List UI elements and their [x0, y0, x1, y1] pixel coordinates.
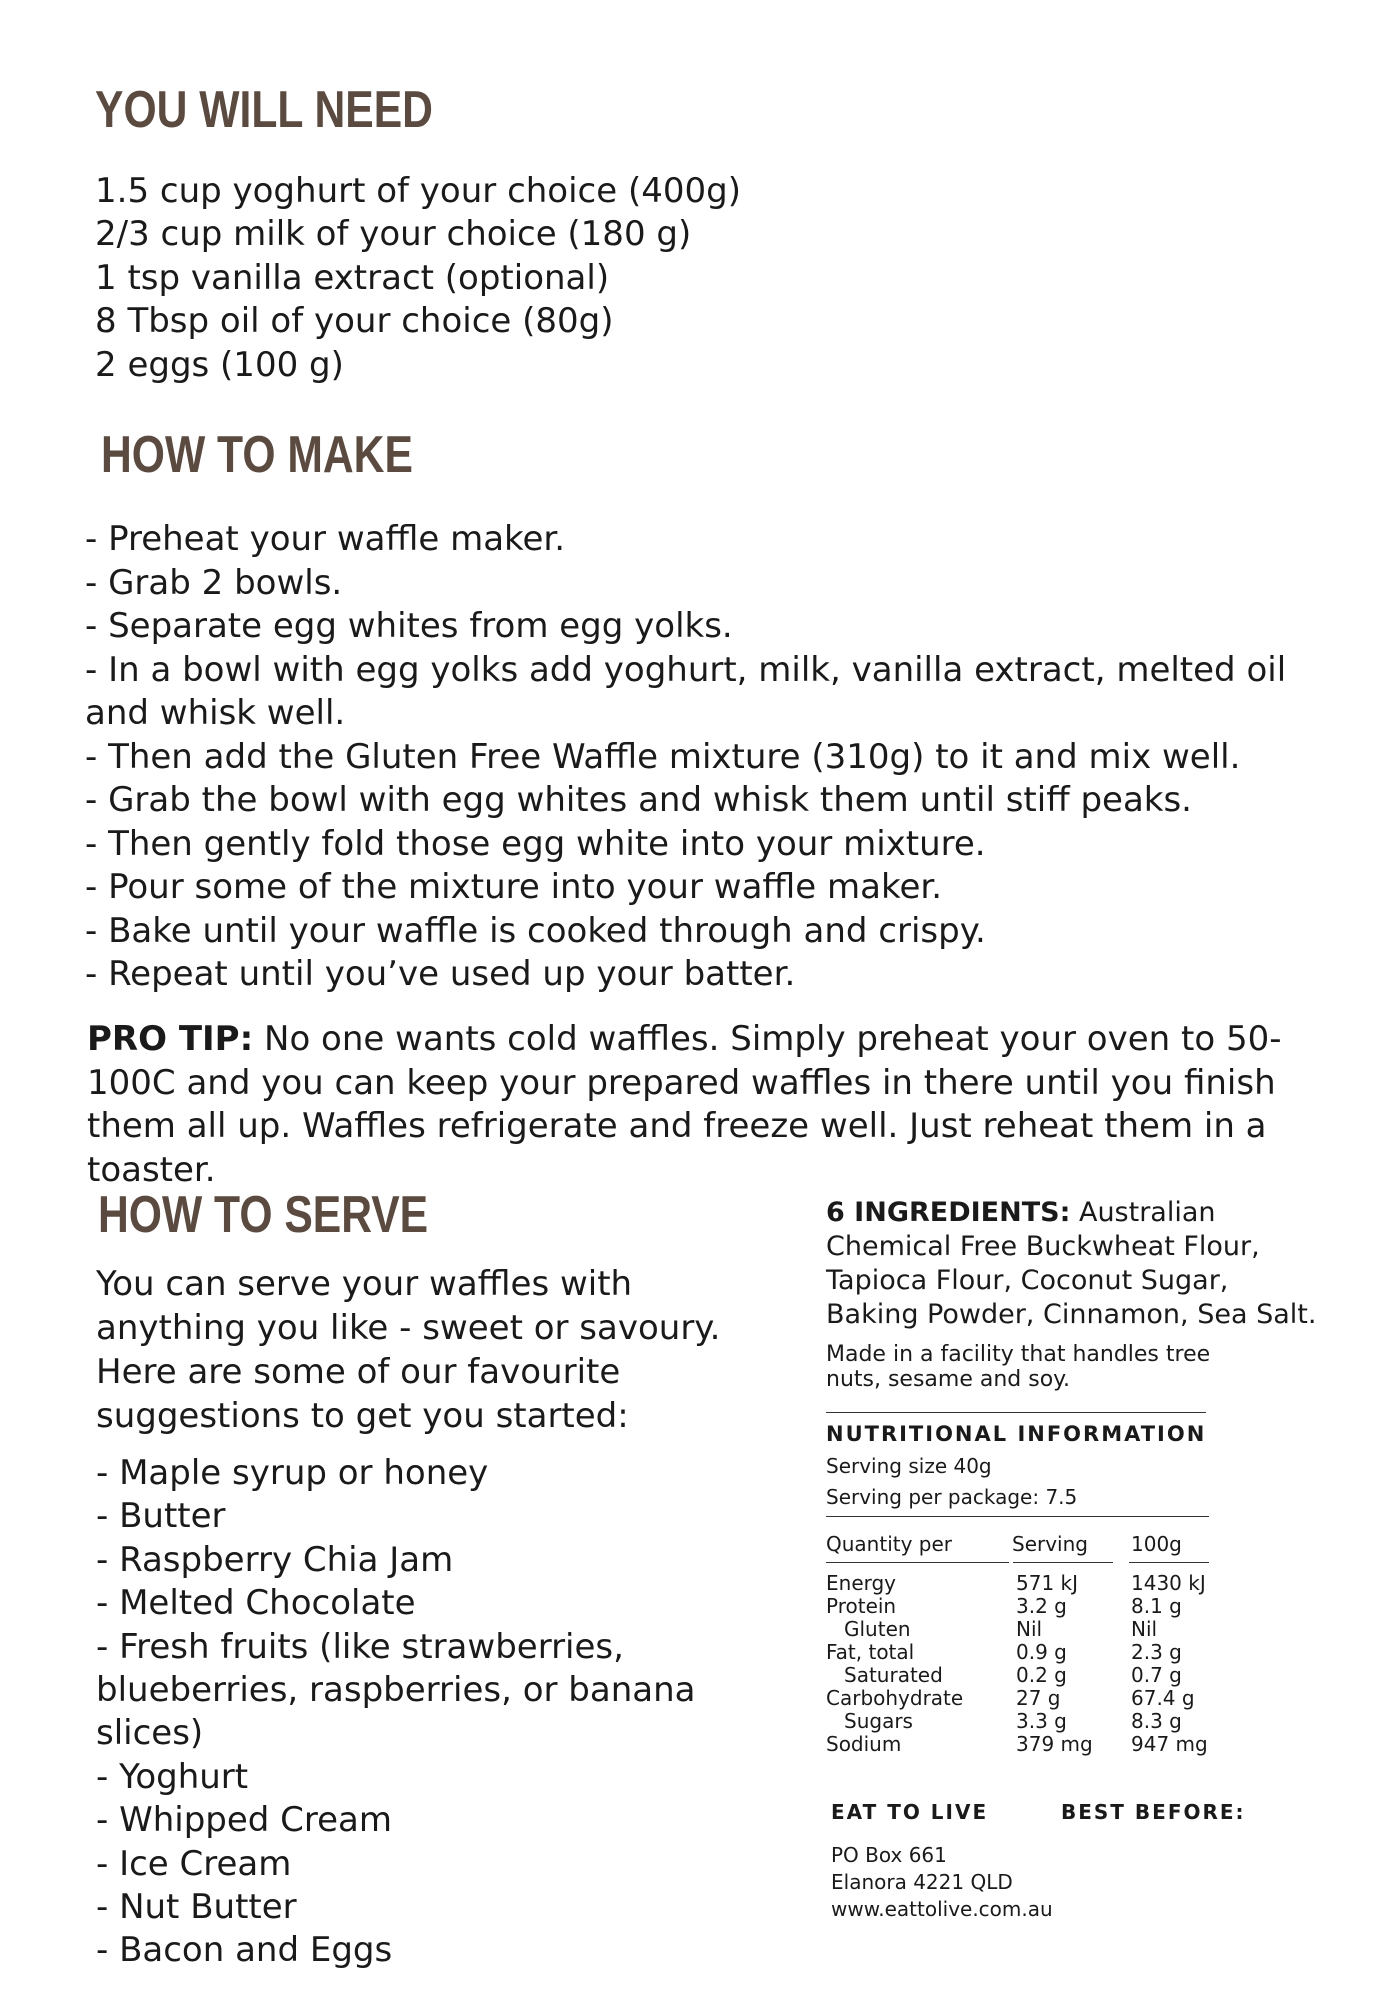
header-underline — [826, 1562, 1009, 1563]
method-step: - Separate egg whites from egg yolks. — [85, 606, 733, 646]
serve-suggestions — [96, 1452, 796, 1973]
per-serving-value: 3.3 g — [1016, 1709, 1067, 1733]
address-line: Elanora 4221 QLD — [831, 1870, 1013, 1894]
nutrient-name: Gluten — [844, 1617, 911, 1641]
serve-item: - Fresh fruits (like strawberries, blueberries, raspberries, or banana slices) — [96, 1626, 696, 1754]
serve-item: - Raspberry Chia Jam — [96, 1539, 454, 1580]
nutrient-name: Saturated — [844, 1663, 943, 1687]
per-100g-value: 0.7 g — [1131, 1663, 1182, 1687]
product-ingredients — [826, 1196, 1326, 1332]
per-100g-value: 8.1 g — [1131, 1594, 1182, 1618]
per-100g-value: 947 mg — [1131, 1732, 1208, 1756]
per-100g-value: 1430 kJ — [1131, 1571, 1206, 1595]
divider — [826, 1516, 1209, 1517]
ingredient-item: 1.5 cup yoghurt of your choice (400g) — [95, 171, 741, 211]
per-serving-value: 0.2 g — [1016, 1663, 1067, 1687]
serve-item: - Bacon and Eggs — [96, 1930, 393, 1971]
method-step: - Pour some of the mixture into your waffle maker. — [85, 867, 943, 907]
per-serving-value: 3.2 g — [1016, 1594, 1067, 1618]
table-header-quantity: Quantity per — [826, 1532, 953, 1556]
header-underline — [1129, 1562, 1209, 1563]
serve-item: - Melted Chocolate — [96, 1583, 416, 1624]
nutrient-name: Fat, total — [826, 1640, 915, 1664]
per-100g-value: 8.3 g — [1131, 1709, 1182, 1733]
allergen-statement: Made in a facility that handles tree nuts, sesame and soy. — [826, 1342, 1211, 1392]
method-step: - Then gently fold those egg white into your mixture. — [85, 823, 986, 864]
serve-item: - Maple syrup or honey — [96, 1453, 489, 1493]
nutrient-name: Protein — [826, 1594, 897, 1618]
how-to-make-heading: HOW TO MAKE — [101, 426, 413, 484]
best-before-label: BEST BEFORE: — [1061, 1800, 1246, 1824]
per-100g-value: 2.3 g — [1131, 1640, 1182, 1664]
servings-per-package: Serving per package: 7.5 — [826, 1485, 1078, 1509]
method-step: - Then add the Gluten Free Waffle mixture (310g) to it and mix well. — [85, 736, 1241, 777]
serve-intro: You can serve your waffles with anything you like - sweet or savoury. Here are some of our favourite suggestions to get you started: — [96, 1264, 721, 1436]
divider — [826, 1412, 1206, 1413]
ingredients-label: 6 INGREDIENTS: — [826, 1197, 1071, 1228]
ingredient-item: 2 eggs (100 g) — [95, 344, 344, 385]
per-serving-value: 379 mg — [1016, 1732, 1093, 1756]
serve-item: - Yoghurt — [96, 1756, 249, 1797]
method-step: - Bake until your waffle is cooked through and crispy. — [85, 910, 986, 951]
company-address — [831, 1842, 1053, 1923]
website-link: www.eattolive.com.au — [831, 1897, 1053, 1921]
nutrition-title: NUTRITIONAL INFORMATION — [826, 1422, 1207, 1446]
serve-item: - Butter — [96, 1496, 226, 1537]
ingredient-list — [95, 170, 741, 387]
address-line: PO Box 661 — [831, 1843, 947, 1867]
how-to-serve-heading: HOW TO SERVE — [98, 1186, 429, 1244]
ingredient-item: 2/3 cup milk of your choice (180 g) — [95, 214, 692, 255]
method-step: - Grab 2 bowls. — [85, 562, 343, 603]
serving-size: Serving size 40g — [826, 1454, 992, 1478]
per-serving-value: 27 g — [1016, 1686, 1061, 1710]
brand-name: EAT TO LIVE — [831, 1800, 989, 1824]
nutrient-name: Sodium — [826, 1732, 902, 1756]
nutrient-name: Sugars — [844, 1709, 913, 1733]
ingredient-item: 1 tsp vanilla extract (optional) — [95, 257, 610, 298]
per-serving-value: Nil — [1016, 1617, 1043, 1641]
nutrient-name: Carbohydrate — [826, 1686, 964, 1710]
serve-item: - Nut Butter — [96, 1887, 297, 1928]
you-will-need-heading: YOU WILL NEED — [95, 81, 433, 139]
pro-tip — [87, 1018, 1347, 1192]
serve-item: - Ice Cream — [96, 1843, 292, 1884]
method-step: - In a bowl with egg yolks add yoghurt, milk, vanilla extract, melted oil and whisk well. — [85, 649, 1287, 733]
pro-tip-text: No one wants cold waffles. Simply preheat your oven to 50-100C and you can keep your prepared waffles in there until you finish them all up. Waffles refrigerate and freeze well. Just reheat them in a toaster. — [87, 1019, 1282, 1190]
per-100g-value: 67.4 g — [1131, 1686, 1195, 1710]
table-header-100g: 100g — [1131, 1532, 1182, 1556]
method-step: - Repeat until you’ve used up your batter. — [85, 954, 796, 994]
per-100g-value: Nil — [1131, 1617, 1158, 1641]
per-serving-value: 571 kJ — [1016, 1571, 1079, 1595]
method-steps — [85, 518, 1335, 997]
header-underline — [1013, 1562, 1113, 1563]
per-serving-value: 0.9 g — [1016, 1640, 1067, 1664]
ingredient-item: 8 Tbsp oil of your choice (80g) — [95, 301, 614, 342]
nutrient-name: Energy — [826, 1571, 897, 1595]
method-step: - Grab the bowl with egg whites and whisk them until stiff peaks. — [85, 780, 1192, 820]
table-header-serving: Serving — [1012, 1532, 1088, 1556]
method-step: - Preheat your waffle maker. — [85, 519, 566, 559]
serve-item: - Whipped Cream — [96, 1800, 393, 1841]
ingredients-text: Australian Chemical Free Buckwheat Flour, Tapioca Flour, Coconut Sugar, Baking Powder, Cinnamon, Sea Salt. — [826, 1197, 1317, 1330]
pro-tip-label: PRO TIP: — [87, 1019, 254, 1059]
